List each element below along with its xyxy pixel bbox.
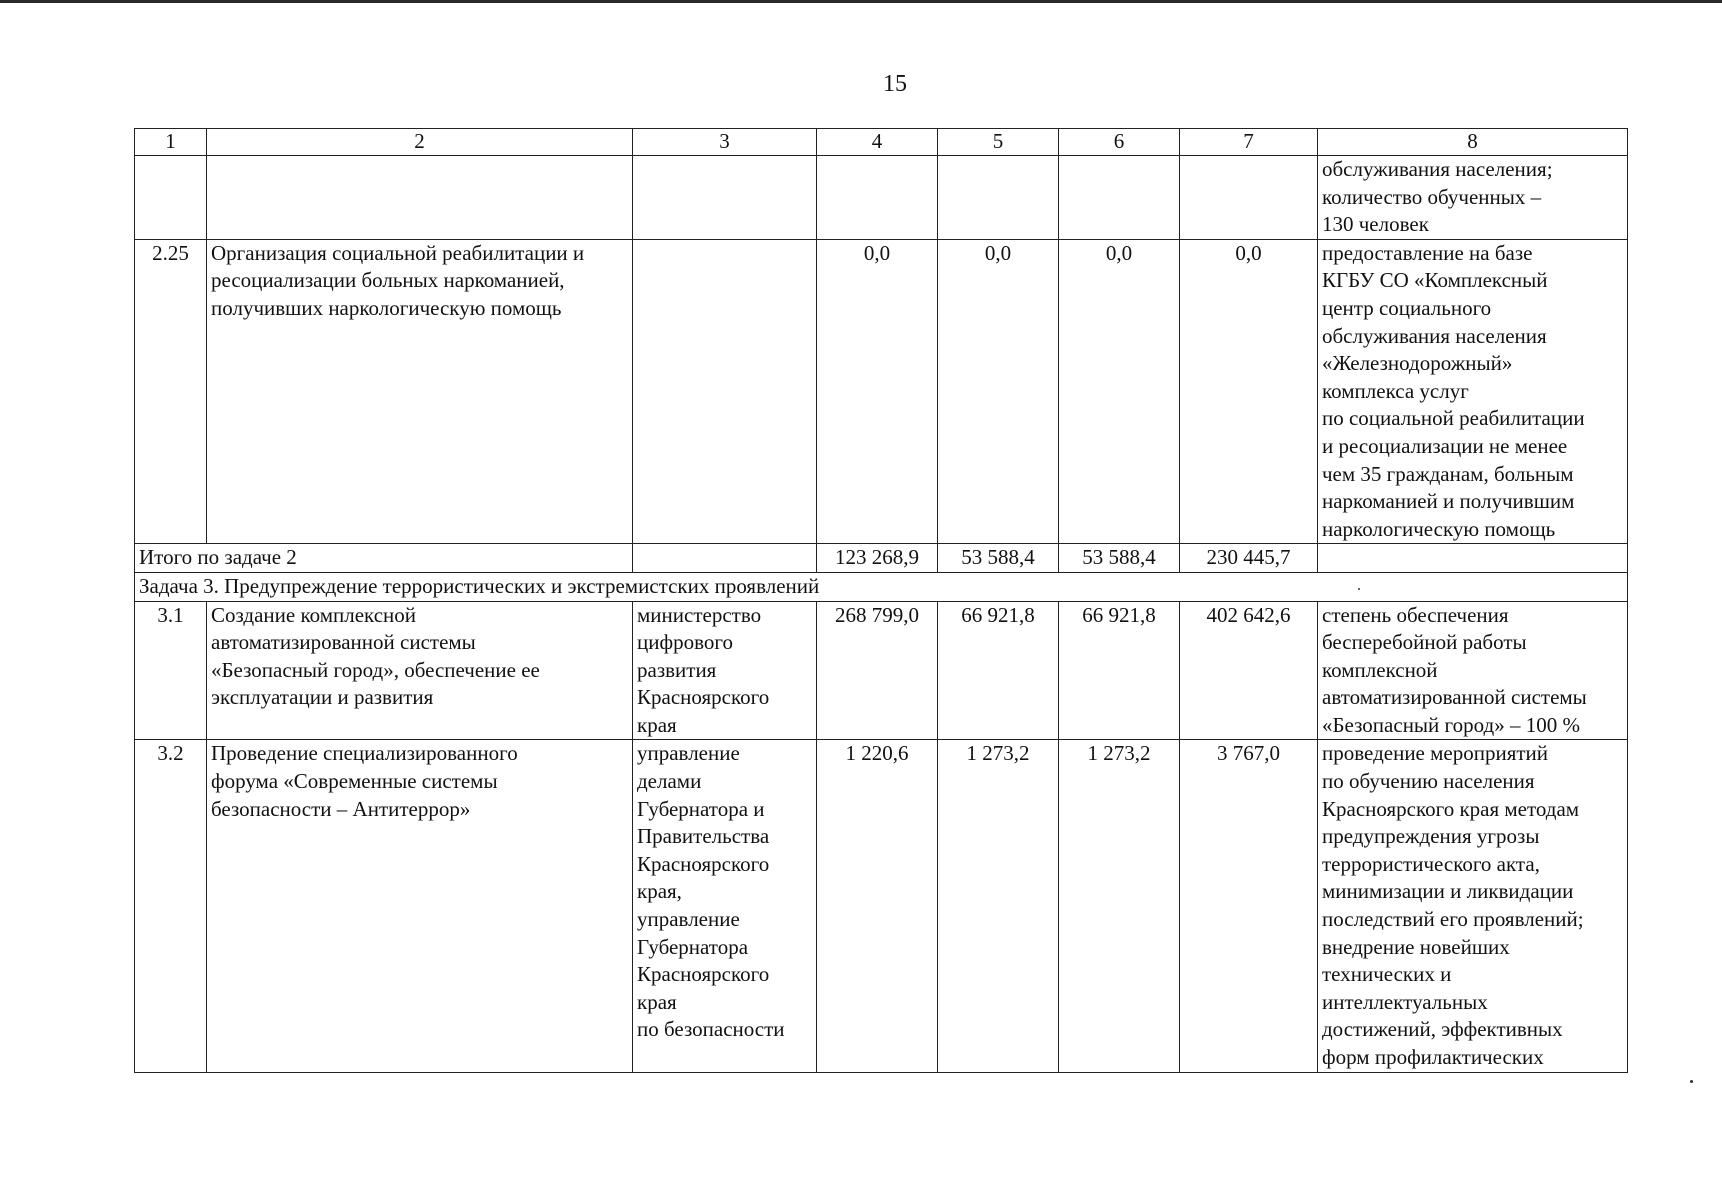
result-cell: предоставление на базе КГБУ СО «Комплексный центр социального обслуживания населения «Железнодорожный» комплекса услуг по социальной реабилитации и ресоциализации не менее чем 35 гражданам, больным наркоманией и получившим наркологическую помощь (1318, 239, 1628, 544)
table-header-row (135, 129, 1628, 156)
measure-name: Организация социальной реабилитации и ресоциализации больных наркоманией, получивших наркологическую помощь (207, 239, 633, 544)
total-row (135, 544, 1628, 573)
result-cell: проведение мероприятий по обучению населения Красноярского края методам предупреждения угрозы террористического акта, минимизации и ликвидации последствий его проявлений; внедрение новейших технических и интеллектуальных достижений, эффективных форм профилактических (1318, 740, 1628, 1072)
measure-name: Проведение специализированного форума «Современные системы безопасности – Антитеррор» (207, 740, 633, 1072)
scan-speck (1690, 1080, 1693, 1083)
amount-cell: 0,0 (1059, 239, 1180, 544)
amount-cell: 402 642,6 (1180, 601, 1318, 740)
column-header: 8 (1318, 129, 1628, 156)
executor-cell: министерство цифрового развития Красноярского края (633, 601, 817, 740)
total-amount: 230 445,7 (1180, 544, 1318, 573)
total-amount: 53 588,4 (1059, 544, 1180, 573)
column-header: 1 (135, 129, 207, 156)
row-number: 3.1 (135, 601, 207, 740)
column-header: 5 (938, 129, 1059, 156)
amount-cell: 66 921,8 (1059, 601, 1180, 740)
amount-cell: 0,0 (817, 239, 938, 544)
column-header: 2 (207, 129, 633, 156)
amount-cell: 1 273,2 (1059, 740, 1180, 1072)
task-heading: Задача 3. Предупреждение террористических и экстремистских проявлений (135, 572, 1628, 601)
amount-cell: 268 799,0 (817, 601, 938, 740)
task-heading-row (135, 572, 1628, 601)
result-cell: обслуживания населения; количество обученных – 130 человек (1318, 156, 1628, 240)
amount-cell: 1 273,2 (938, 740, 1059, 1072)
total-label: Итого по задаче 2 (135, 544, 633, 573)
page-number: 15 (883, 71, 907, 97)
row-number: 3.2 (135, 740, 207, 1072)
amount-cell: 0,0 (1180, 239, 1318, 544)
executor-cell (633, 239, 817, 544)
program-measures-table (134, 128, 1628, 1073)
measure-name: Создание комплексной автоматизированной системы «Безопасный город», обеспечение ее эксплуатации и развития (207, 601, 633, 740)
total-amount: 53 588,4 (938, 544, 1059, 573)
scan-speck (1358, 588, 1360, 590)
row-number: 2.25 (135, 239, 207, 544)
amount-cell: 0,0 (938, 239, 1059, 544)
column-header: 7 (1180, 129, 1318, 156)
column-header: 6 (1059, 129, 1180, 156)
amount-cell: 3 767,0 (1180, 740, 1318, 1072)
column-header: 3 (633, 129, 817, 156)
table-row (135, 156, 1628, 240)
amount-cell: 66 921,8 (938, 601, 1059, 740)
table-row (135, 740, 1628, 1072)
result-cell: степень обеспечения бесперебойной работы комплексной автоматизированной системы «Безопасный город» – 100 % (1318, 601, 1628, 740)
table-row (135, 239, 1628, 544)
page-top-edge (0, 0, 1722, 3)
executor-cell: управление делами Губернатора и Правительства Красноярского края, управление Губернатора Красноярского края по безопасности (633, 740, 817, 1072)
column-header: 4 (817, 129, 938, 156)
total-amount: 123 268,9 (817, 544, 938, 573)
amount-cell: 1 220,6 (817, 740, 938, 1072)
table-row (135, 601, 1628, 740)
